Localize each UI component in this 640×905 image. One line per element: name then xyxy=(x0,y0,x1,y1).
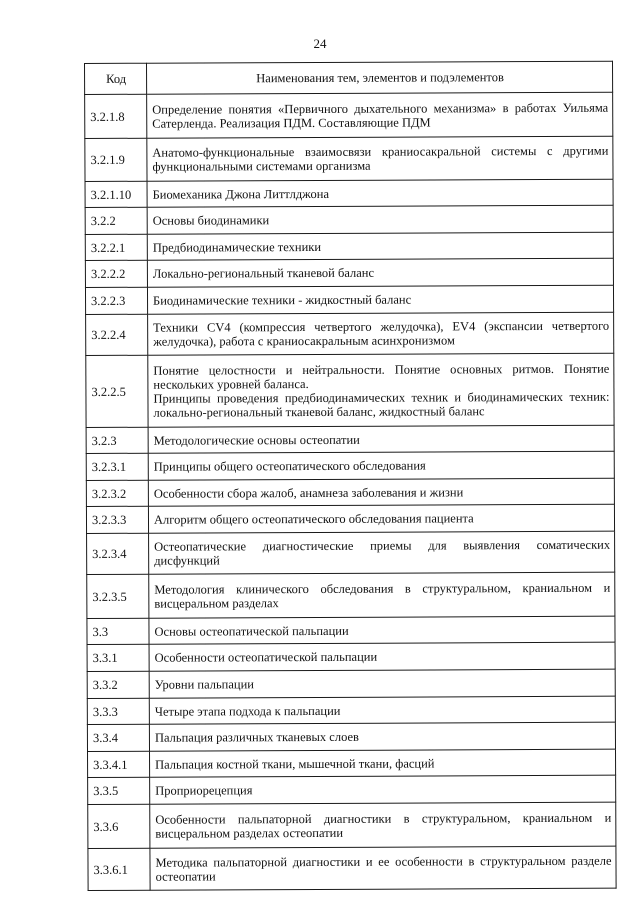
table-row xyxy=(86,353,614,427)
row-name: Проприорецепция xyxy=(150,775,616,804)
row-name: Локально-региональный тканевой баланс xyxy=(147,258,613,287)
row-name: Методология клинического обследования в структуральном, краниальном и висцеральном разделах xyxy=(149,572,615,618)
table-row xyxy=(87,531,615,574)
row-name: Особенности остеопатической пальпации xyxy=(149,642,615,671)
table-row xyxy=(86,504,614,533)
table-row xyxy=(85,179,613,207)
row-code: 3.2.3.2 xyxy=(86,480,148,506)
table-header-row xyxy=(85,61,613,94)
row-code: 3.2.2.5 xyxy=(86,355,148,427)
table-row xyxy=(88,802,616,848)
row-code: 3.2.2.3 xyxy=(85,287,147,314)
table-row xyxy=(86,451,614,480)
row-name: Техники CV4 (компрессия четвертого желудочка), EV4 (экспансии четвертого желудочка), работа с краниосакральным асинхронизмом xyxy=(148,312,614,355)
row-code: 3.3.5 xyxy=(88,777,150,804)
row-code: 3.2.1.8 xyxy=(85,94,147,138)
table-row xyxy=(87,642,615,671)
row-name: Понятие целостности и нейтральности. Понятие основных ритмов. Понятие нескольких уровней баланса. Принципы проведения предбиодинамических техник и биодинамических техник: локально-региональный тканевой баланс, жидкостный баланс xyxy=(148,353,614,427)
table-row xyxy=(85,92,613,138)
table-row xyxy=(87,722,615,751)
table-row xyxy=(86,478,614,506)
row-name: Анатомо-функциональные взаимосвязи краниосакральной системы с другими функциональными системами организма xyxy=(147,136,613,181)
row-code: 3.3.6.1 xyxy=(88,848,150,890)
table-row xyxy=(85,136,613,181)
row-code: 3.3.2 xyxy=(87,671,149,698)
row-code: 3.2.1.10 xyxy=(85,181,147,207)
row-name: Биодинамические техники - жидкостный баланс xyxy=(147,285,613,314)
row-name: Алгоритм общего остеопатического обследования пациента xyxy=(148,504,614,533)
row-name: Основы остеопатической пальпации xyxy=(149,616,615,644)
table-row xyxy=(85,285,613,314)
row-name: Особенности сбора жалоб, анамнеза заболевания и жизни xyxy=(148,478,614,506)
table-row xyxy=(87,616,615,644)
row-code: 3.3.6 xyxy=(88,804,150,848)
header-name: Наименования тем, элементов и подэлементов xyxy=(147,61,613,94)
row-code: 3.3.4.1 xyxy=(88,751,150,777)
row-code: 3.2.3.3 xyxy=(86,506,148,533)
curriculum-table xyxy=(84,61,617,891)
row-code: 3.2.2.4 xyxy=(86,314,148,355)
table-row xyxy=(87,696,615,724)
header-code: Код xyxy=(85,63,147,94)
row-code: 3.2.3.1 xyxy=(86,453,148,480)
table-row xyxy=(85,205,613,234)
row-code: 3.3 xyxy=(87,618,149,644)
row-name: Методологические основы остеопатии xyxy=(148,425,614,453)
row-name: Пальпация костной ткани, мышечной ткани, фасций xyxy=(150,749,616,777)
row-name: Биомеханика Джона Литтлджона xyxy=(147,179,613,207)
table-row xyxy=(86,425,614,453)
row-code: 3.3.3 xyxy=(87,698,149,724)
table-row xyxy=(87,669,615,698)
row-name: Пальпация различных тканевых слоев xyxy=(149,722,615,751)
row-name: Остеопатические диагностические приемы для выявления соматических дисфункций xyxy=(149,531,615,574)
row-code: 3.2.2.1 xyxy=(85,234,147,260)
row-name: Особенности пальпаторной диагностики в структуральном, краниальном и висцеральном разделах остеопатии xyxy=(150,802,616,848)
table-row xyxy=(87,572,615,618)
row-name: Основы биодинамики xyxy=(147,205,613,234)
row-name: Уровни пальпации xyxy=(149,669,615,698)
row-code: 3.2.2.2 xyxy=(85,260,147,287)
row-name: Предбиодинамические техники xyxy=(147,232,613,260)
table-row xyxy=(88,749,616,777)
row-code: 3.2.1.9 xyxy=(85,138,147,181)
table-row xyxy=(86,312,614,355)
row-name: Методика пальпаторной диагностики и ее особенности в структуральном разделе остеопатии xyxy=(150,846,616,890)
row-code: 3.3.1 xyxy=(87,644,149,671)
table-row xyxy=(88,775,616,804)
row-code: 3.2.3 xyxy=(86,427,148,453)
table-row xyxy=(85,232,613,260)
row-code: 3.2.3.4 xyxy=(87,533,149,574)
row-code: 3.2.2 xyxy=(85,207,147,234)
page-number: 24 xyxy=(313,36,327,51)
row-name: Четыре этапа подхода к пальпации xyxy=(149,696,615,724)
row-name: Определение понятия «Первичного дыхательного механизма» в работах Уильяма Сатерленда. Реализация ПДМ. Составляющие ПДМ xyxy=(147,92,613,138)
row-name: Принципы общего остеопатического обследования xyxy=(148,451,614,480)
row-code: 3.2.3.5 xyxy=(87,574,149,618)
table-row xyxy=(88,846,616,890)
row-code: 3.3.4 xyxy=(87,724,149,751)
table-row xyxy=(85,258,613,287)
